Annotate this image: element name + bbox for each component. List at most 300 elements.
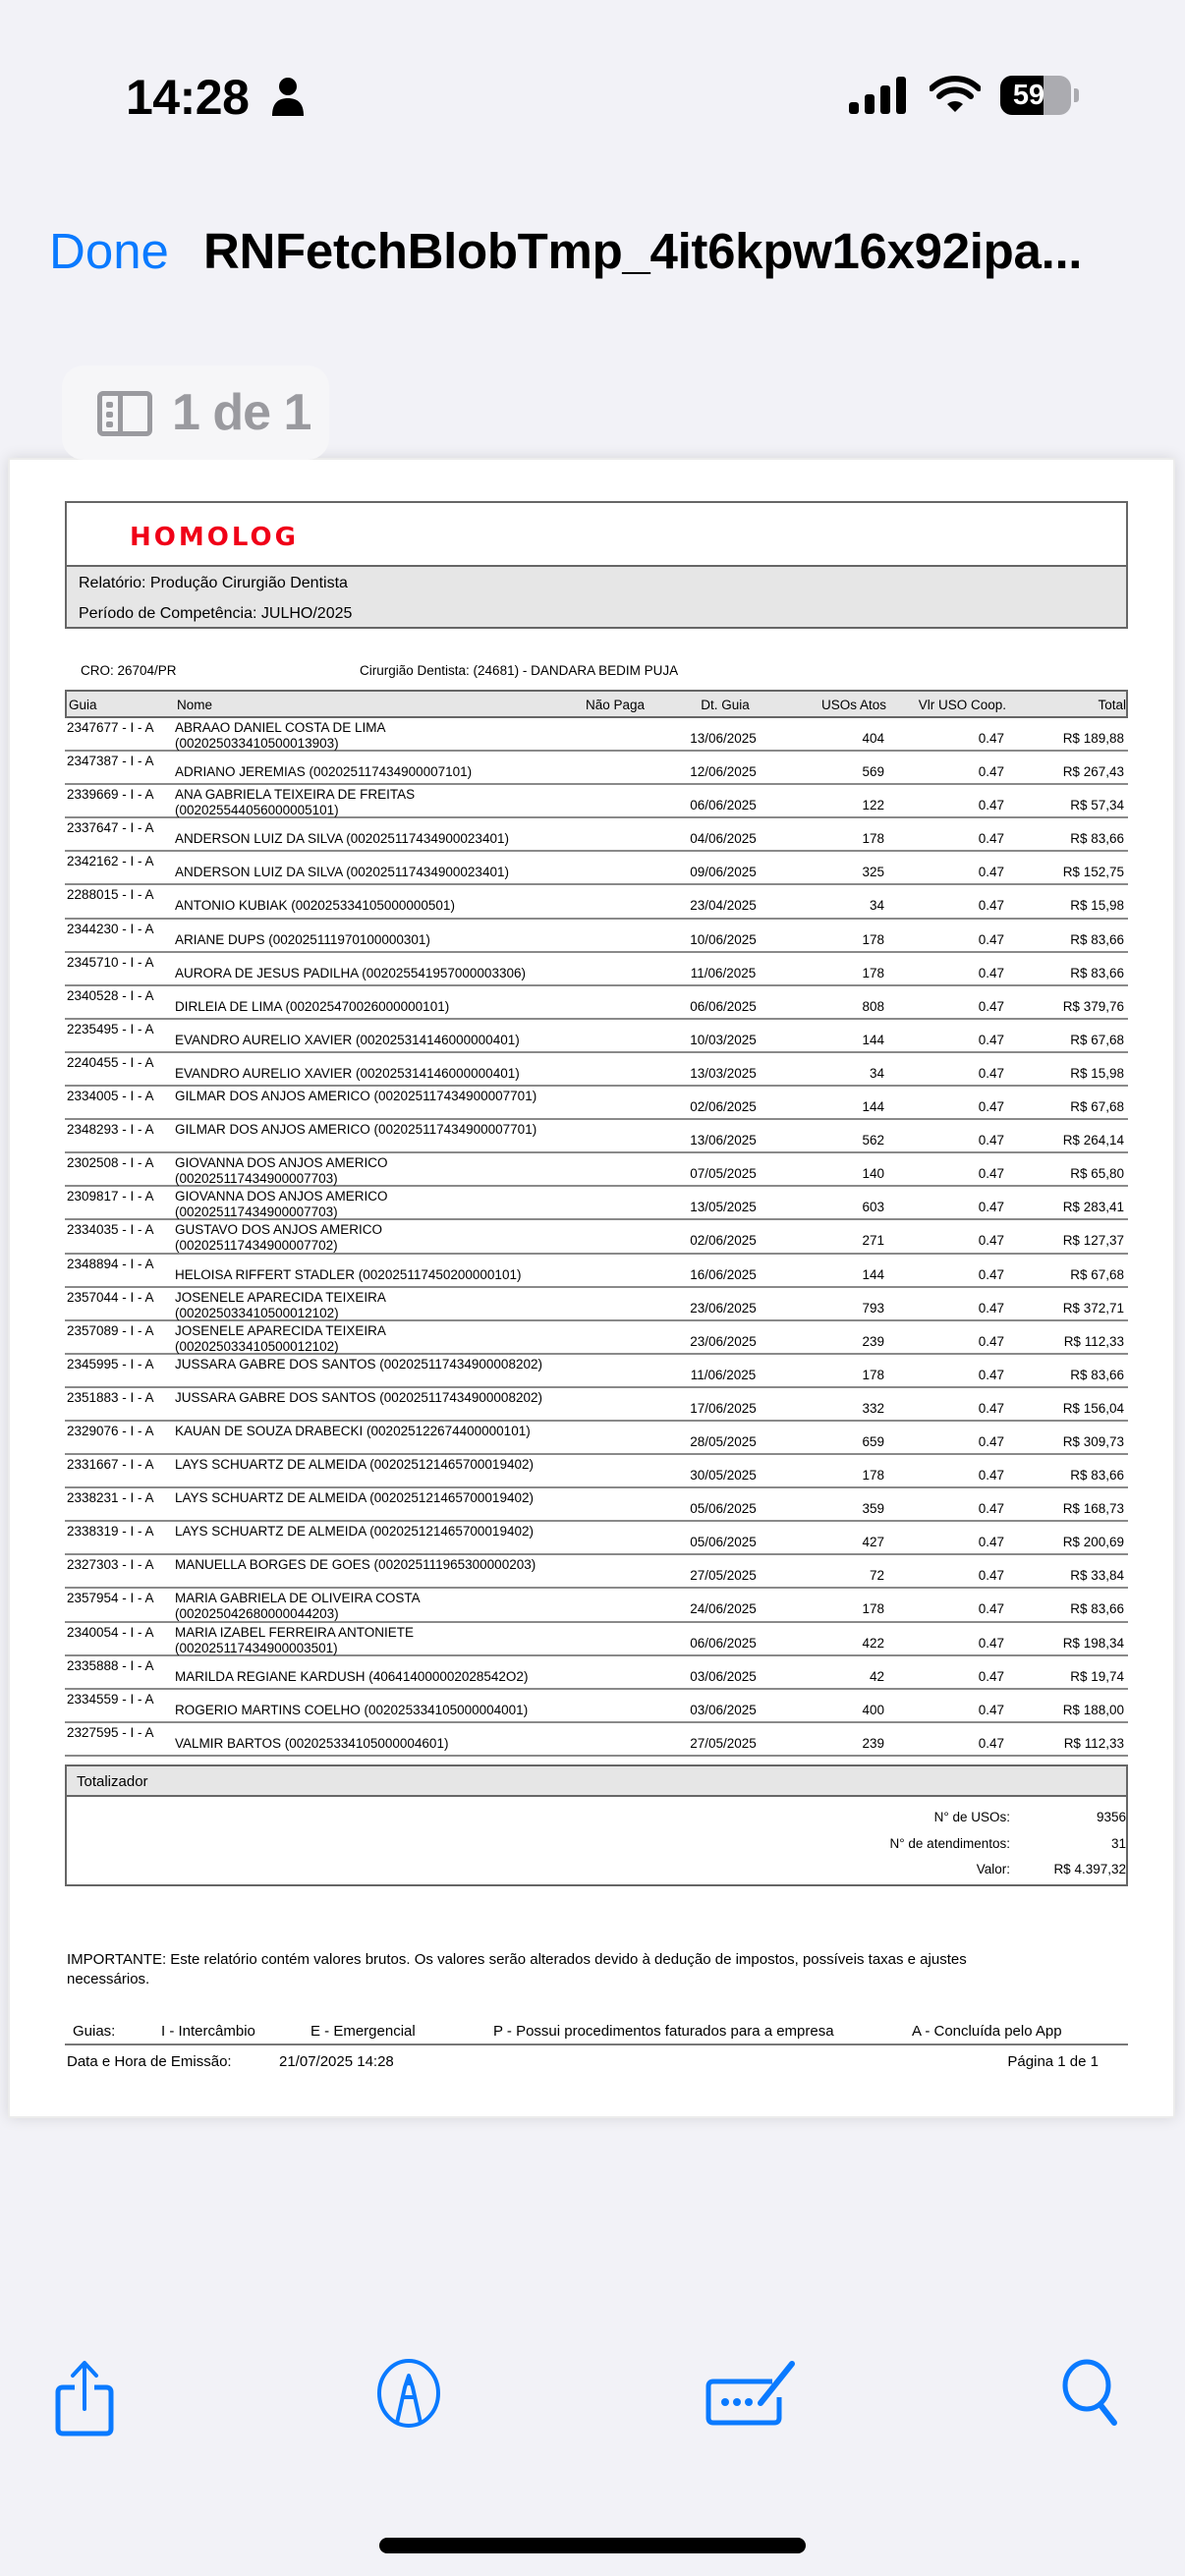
table-row: [65, 1690, 1128, 1723]
cell-dt-guia: 10/06/2025: [690, 931, 757, 947]
important-notice: IMPORTANTE: Este relatório contém valores brutos. Os valores serão alterados devido à dedução de impostos, possíveis taxas e ajustes necessários.: [67, 1951, 967, 1988]
cell-total: R$ 112,33: [1063, 1735, 1124, 1751]
report-header: [65, 501, 1128, 629]
cell-usos: 793: [862, 1300, 884, 1316]
cell-vlr: 0.47: [978, 1166, 1004, 1182]
cell-total: R$ 372,71: [1062, 1300, 1124, 1316]
cell-vlr: 0.47: [978, 1266, 1004, 1282]
cell-guia: 2357089 - I - A: [67, 1322, 154, 1338]
page-indicator[interactable]: [62, 365, 329, 460]
cell-nome-line1: GIOVANNA DOS ANJOS AMERICO: [175, 1155, 388, 1171]
markup-button[interactable]: [373, 2358, 444, 2432]
cell-dt-guia: 10/03/2025: [690, 1032, 757, 1047]
cell-nome: [175, 1323, 386, 1355]
atendimentos-label: N° de atendimentos:: [889, 1836, 1010, 1851]
cell-nome-line1: GILMAR DOS ANJOS AMERICO (002025117434900007701): [175, 1122, 537, 1138]
cell-total: R$ 200,69: [1062, 1535, 1124, 1550]
legend-guias: Guias:: [73, 2023, 116, 2040]
cell-guia: 2334035 - I - A: [67, 1222, 154, 1238]
table-row: [65, 1153, 1128, 1187]
cell-guia: 2302508 - I - A: [67, 1155, 154, 1171]
cell-dt-guia: 11/06/2025: [690, 965, 757, 980]
legend-app: A - Concluída pelo App: [912, 2023, 1062, 2040]
cell-vlr: 0.47: [978, 1535, 1004, 1550]
cell-nome-line1: ADRIANO JEREMIAS (002025117434900007101): [175, 764, 473, 780]
cell-vlr: 0.47: [978, 1468, 1004, 1484]
cell-usos: 562: [862, 1133, 884, 1148]
cell-nome-line1: GILMAR DOS ANJOS AMERICO (002025117434900007701): [175, 1089, 537, 1104]
cell-total: R$ 15,98: [1070, 898, 1124, 914]
table-row: [65, 1488, 1128, 1522]
cell-nome-line2: (002025117434900007703): [175, 1171, 338, 1187]
cell-guia: 2240455 - I - A: [67, 1054, 154, 1070]
cell-vlr: 0.47: [978, 1568, 1004, 1584]
cell-usos: 239: [862, 1735, 884, 1751]
search-icon: [1059, 2358, 1128, 2429]
cell-usos: 144: [862, 1266, 884, 1282]
cell-dt-guia: 27/05/2025: [690, 1735, 757, 1751]
document-title: RNFetchBlobTmp_4it6kpw16x92ipa...: [203, 223, 1083, 279]
table-row: [65, 1321, 1128, 1355]
cell-vlr: 0.47: [978, 1065, 1004, 1081]
cell-usos: 144: [862, 1099, 884, 1115]
cell-vlr: 0.47: [978, 1032, 1004, 1047]
cell-usos: 325: [862, 865, 884, 880]
usos-value: 9356: [1096, 1810, 1126, 1824]
legend-intercambio: I - Intercâmbio: [161, 2023, 255, 2040]
cell-nome: [175, 1089, 536, 1104]
cell-nome-line1: KAUAN DE SOUZA DRABECKI (002025122674400000101): [175, 1423, 531, 1438]
table-row: [65, 1355, 1128, 1388]
valor-value: R$ 4.397,32: [1053, 1862, 1126, 1876]
cell-guia: 2338231 - I - A: [67, 1490, 154, 1506]
cell-guia: 2357954 - I - A: [67, 1591, 154, 1606]
cell-dt-guia: 16/06/2025: [690, 1266, 757, 1282]
cell-vlr: 0.47: [978, 1233, 1004, 1249]
cell-usos: 34: [869, 1065, 884, 1081]
cell-dt-guia: 24/06/2025: [690, 1601, 757, 1617]
page-number: Página 1 de 1: [1007, 2053, 1099, 2070]
cell-usos: 178: [862, 1601, 884, 1617]
cell-usos: 404: [862, 731, 884, 746]
sidebar-icon: [97, 391, 152, 436]
share-icon: [53, 2358, 116, 2436]
cell-usos: 659: [862, 1433, 884, 1449]
totalizador: [65, 1764, 1128, 1886]
cell-nome-line1: JUSSARA GABRE DOS SANTOS (002025117434900008202): [175, 1389, 542, 1405]
table-row: [65, 1120, 1128, 1153]
emission-value: 21/07/2025 14:28: [279, 2053, 394, 2070]
status-bar: [0, 0, 1185, 147]
home-indicator[interactable]: [379, 2538, 806, 2553]
cell-total: R$ 112,33: [1063, 1333, 1124, 1349]
cell-dt-guia: 30/05/2025: [690, 1468, 757, 1484]
cell-nome-line1: JUSSARA GABRE DOS SANTOS (002025117434900008202): [175, 1356, 542, 1372]
cell-dt-guia: 23/06/2025: [690, 1333, 757, 1349]
cell-nome: [175, 898, 455, 914]
table-row: [65, 1723, 1128, 1757]
cell-total: R$ 19,74: [1070, 1668, 1124, 1684]
battery-cap: [1074, 88, 1079, 102]
table-row: [65, 785, 1128, 818]
cell-nome-line1: JOSENELE APARECIDA TEIXEIRA: [175, 1289, 386, 1305]
cell-nome-line1: ANA GABRIELA TEIXEIRA DE FREITAS: [175, 787, 416, 803]
cell-nome: [175, 1267, 521, 1283]
cell-nome-line1: JOSENELE APARECIDA TEIXEIRA: [175, 1322, 386, 1338]
cell-vlr: 0.47: [978, 998, 1004, 1014]
cell-usos: 122: [862, 798, 884, 813]
cell-usos: 42: [869, 1668, 884, 1684]
done-button[interactable]: Done: [49, 223, 169, 279]
cell-nome: [175, 1625, 414, 1656]
cell-guia: 2351883 - I - A: [67, 1389, 154, 1405]
dentist-name: Cirurgião Dentista: (24681) - DANDARA BEDIM PUJA: [360, 663, 679, 678]
cell-dt-guia: 12/06/2025: [690, 764, 757, 780]
cell-total: R$ 198,34: [1062, 1635, 1124, 1651]
cell-guia: 2348894 - I - A: [67, 1256, 154, 1271]
cell-vlr: 0.47: [978, 965, 1004, 980]
cell-usos: 400: [862, 1702, 884, 1717]
cell-nome-line1: VALMIR BARTOS (002025334105000004601): [175, 1735, 449, 1751]
cell-guia: 2327303 - I - A: [67, 1557, 154, 1573]
col-dt-guia: Dt. Guia: [701, 698, 750, 712]
table-row: [65, 1255, 1128, 1288]
cell-vlr: 0.47: [978, 1601, 1004, 1617]
cell-total: R$ 67,68: [1070, 1266, 1124, 1282]
cell-nome: [175, 932, 430, 948]
cell-total: R$ 267,43: [1062, 764, 1124, 780]
table-row: [65, 818, 1128, 852]
cell-usos: 178: [862, 1367, 884, 1382]
cell-dt-guia: 09/06/2025: [690, 865, 757, 880]
cellular-signal-icon: [849, 77, 906, 114]
cell-guia: 2329076 - I - A: [67, 1423, 154, 1438]
cell-guia: 2340054 - I - A: [67, 1624, 154, 1640]
cell-nome: [175, 1591, 421, 1622]
table-row: [65, 1388, 1128, 1422]
cell-guia: 2339669 - I - A: [67, 787, 154, 803]
cell-vlr: 0.47: [978, 1133, 1004, 1148]
cell-vlr: 0.47: [978, 1400, 1004, 1416]
cell-nome-line1: LAYS SCHUARTZ DE ALMEIDA (002025121465700019402): [175, 1490, 534, 1506]
cell-guia: 2345995 - I - A: [67, 1356, 154, 1372]
cell-total: R$ 156,04: [1062, 1400, 1124, 1416]
cell-vlr: 0.47: [978, 931, 1004, 947]
col-guia: Guia: [69, 698, 97, 712]
report-name: Relatório: Produção Cirurgião Dentista: [79, 575, 348, 591]
cell-nome-line2: (002025117434900007703): [175, 1204, 338, 1220]
cell-nome: [175, 1524, 534, 1540]
cell-vlr: 0.47: [978, 831, 1004, 847]
cell-nome-line2: (002025117434900007702): [175, 1238, 338, 1254]
cell-dt-guia: 27/05/2025: [690, 1568, 757, 1584]
cell-nome: [175, 1357, 542, 1372]
cell-vlr: 0.47: [978, 1300, 1004, 1316]
cell-dt-guia: 13/05/2025: [690, 1200, 757, 1215]
cell-usos: 178: [862, 931, 884, 947]
cell-vlr: 0.47: [978, 1333, 1004, 1349]
cell-dt-guia: 05/06/2025: [690, 1501, 757, 1517]
nav-bar: [0, 216, 1185, 285]
cell-nome: [175, 1557, 536, 1573]
cell-nome-line1: MARILDA REGIANE KARDUSH (406414000002028542O2): [175, 1668, 529, 1684]
cell-dt-guia: 23/04/2025: [690, 898, 757, 914]
cell-guia: 2340528 - I - A: [67, 987, 154, 1003]
cell-total: R$ 127,37: [1062, 1233, 1124, 1249]
cell-total: R$ 33,84: [1070, 1568, 1124, 1584]
table-row: [65, 1087, 1128, 1120]
cell-nome-line1: MARIA IZABEL FERREIRA ANTONIETE: [175, 1624, 415, 1640]
table-row: [65, 1555, 1128, 1589]
cell-usos: 178: [862, 1468, 884, 1484]
cell-dt-guia: 06/06/2025: [690, 798, 757, 813]
table-row: [65, 1220, 1128, 1254]
table-row: [65, 920, 1128, 953]
cell-nome-line1: MARIA GABRIELA DE OLIVEIRA COSTA: [175, 1591, 421, 1606]
cell-nome-line1: MANUELLA BORGES DE GOES (002025111965300000203): [175, 1557, 536, 1573]
cell-guia: 2335888 - I - A: [67, 1657, 154, 1673]
person-icon: [271, 77, 305, 116]
cell-total: R$ 57,34: [1070, 798, 1124, 813]
cell-dt-guia: 04/06/2025: [690, 831, 757, 847]
cell-guia: 2347387 - I - A: [67, 754, 154, 769]
cell-dt-guia: 02/06/2025: [690, 1233, 757, 1249]
legend-procedimentos: P - Possui procedimentos faturados para a empresa: [493, 2023, 834, 2040]
cell-nome-line2: (002025042680000044203): [175, 1606, 339, 1622]
cell-dt-guia: 11/06/2025: [690, 1367, 757, 1382]
search-button[interactable]: [1059, 2358, 1128, 2432]
cell-nome-line2: (002025117434900003501): [175, 1640, 338, 1655]
wifi-icon: [930, 75, 981, 114]
cell-nome-line1: GUSTAVO DOS ANJOS AMERICO: [175, 1222, 383, 1238]
table-row: [65, 852, 1128, 885]
col-nao-paga: Não Paga: [585, 698, 645, 712]
cell-nome: [175, 1703, 528, 1718]
cell-nome-line1: HELOISA RIFFERT STADLER (002025117450200000101): [175, 1266, 522, 1282]
cell-dt-guia: 06/06/2025: [690, 998, 757, 1014]
cell-usos: 239: [862, 1333, 884, 1349]
usos-label: N° de USOs:: [933, 1810, 1010, 1824]
cell-vlr: 0.47: [978, 1501, 1004, 1517]
table-row: [65, 1656, 1128, 1690]
table-row: [65, 1288, 1128, 1321]
table-body: [65, 718, 1128, 1757]
cell-nome-line1: ABRAAO DANIEL COSTA DE LIMA: [175, 720, 386, 735]
table-row: [65, 752, 1128, 785]
table-row: [65, 1422, 1128, 1455]
cell-nome: [175, 1122, 536, 1138]
cell-usos: 72: [869, 1568, 884, 1584]
atendimentos-value: 31: [1110, 1836, 1126, 1851]
cell-total: R$ 83,66: [1070, 1367, 1124, 1382]
cell-nome: [175, 999, 449, 1015]
table-row: [65, 1020, 1128, 1053]
cell-usos: 34: [869, 898, 884, 914]
cell-nome-line1: EVANDRO AURELIO XAVIER (002025314146000000401): [175, 1032, 520, 1047]
cell-nome-line2: (002025033410500012102): [175, 1305, 339, 1320]
cell-nome-line1: ARIANE DUPS (002025111970100000301): [175, 931, 430, 947]
cell-usos: 178: [862, 965, 884, 980]
cell-vlr: 0.47: [978, 1433, 1004, 1449]
cell-nome-line1: DIRLEIA DE LIMA (002025470026000000101): [175, 998, 450, 1014]
cell-usos: 422: [862, 1635, 884, 1651]
table-row: [65, 885, 1128, 919]
cell-nome: [175, 764, 472, 780]
cell-dt-guia: 06/06/2025: [690, 1635, 757, 1651]
cell-dt-guia: 05/06/2025: [690, 1535, 757, 1550]
table-row: [65, 1053, 1128, 1087]
cell-nome: [175, 1424, 531, 1439]
cell-guia: 2334559 - I - A: [67, 1691, 154, 1707]
cell-vlr: 0.47: [978, 798, 1004, 813]
page-count: 1 de 1: [172, 384, 311, 441]
cell-vlr: 0.47: [978, 1099, 1004, 1115]
cell-guia: 2357044 - I - A: [67, 1289, 154, 1305]
cell-usos: 140: [862, 1166, 884, 1182]
cell-total: R$ 168,73: [1062, 1501, 1124, 1517]
cell-nome: [175, 1457, 534, 1473]
cell-guia: 2342162 - I - A: [67, 854, 154, 869]
cell-nome-line2: (002025033410500013903): [175, 736, 339, 751]
report-info: [67, 565, 1126, 627]
cell-guia: 2347677 - I - A: [67, 720, 154, 735]
cell-total: R$ 83,66: [1070, 931, 1124, 947]
cell-usos: 178: [862, 831, 884, 847]
cell-guia: 2334005 - I - A: [67, 1089, 154, 1104]
cro-number: CRO: 26704/PR: [81, 663, 177, 678]
cell-dt-guia: 13/03/2025: [690, 1065, 757, 1081]
cell-vlr: 0.47: [978, 731, 1004, 746]
signature-button[interactable]: [704, 2358, 806, 2432]
cell-total: R$ 83,66: [1070, 965, 1124, 980]
table-row: [65, 1623, 1128, 1656]
cell-guia: 2288015 - I - A: [67, 887, 154, 903]
col-vlr-uso: Vlr USO Coop.: [918, 698, 1006, 712]
table-row: [65, 1187, 1128, 1220]
cell-nome: [175, 1736, 448, 1752]
col-usos-atos: USOs Atos: [820, 698, 886, 712]
cell-nome: [175, 1066, 520, 1082]
table-row: [65, 1589, 1128, 1622]
cell-total: R$ 67,68: [1070, 1099, 1124, 1115]
cell-total: R$ 15,98: [1070, 1065, 1124, 1081]
table-row: [65, 1455, 1128, 1488]
cell-guia: 2338319 - I - A: [67, 1524, 154, 1540]
cell-usos: 359: [862, 1501, 884, 1517]
share-button[interactable]: [53, 2358, 116, 2439]
cell-total: R$ 283,41: [1062, 1200, 1124, 1215]
cell-usos: 427: [862, 1535, 884, 1550]
cell-usos: 808: [862, 998, 884, 1014]
emission-label: Data e Hora de Emissão:: [67, 2053, 232, 2070]
table-row: [65, 718, 1128, 752]
valor-label: Valor:: [976, 1862, 1010, 1876]
bottom-toolbar: [0, 2358, 1185, 2466]
cell-dt-guia: 13/06/2025: [690, 731, 757, 746]
cell-total: R$ 83,66: [1070, 1468, 1124, 1484]
cell-nome-line2: (002025033410500012102): [175, 1338, 339, 1354]
cell-vlr: 0.47: [978, 1702, 1004, 1717]
cell-vlr: 0.47: [978, 1635, 1004, 1651]
cell-nome-line1: ANDERSON LUIZ DA SILVA (002025117434900023401): [175, 831, 509, 847]
cell-dt-guia: 07/05/2025: [690, 1166, 757, 1182]
cell-nome-line1: LAYS SCHUARTZ DE ALMEIDA (002025121465700019402): [175, 1457, 534, 1473]
cell-vlr: 0.47: [978, 1367, 1004, 1382]
cell-nome-line2: (002025544056000005101): [175, 803, 339, 818]
cell-vlr: 0.47: [978, 865, 1004, 880]
cell-guia: 2348293 - I - A: [67, 1122, 154, 1138]
cell-dt-guia: 17/06/2025: [690, 1400, 757, 1416]
cell-nome-line1: EVANDRO AURELIO XAVIER (002025314146000000401): [175, 1065, 520, 1081]
table-row: [65, 986, 1128, 1020]
cell-nome-line1: ROGERIO MARTINS COELHO (002025334105000004001): [175, 1702, 529, 1717]
cell-guia: 2331667 - I - A: [67, 1457, 154, 1473]
cell-nome-line1: AURORA DE JESUS PADILHA (002025541957000003306): [175, 965, 526, 980]
table-row: [65, 1522, 1128, 1555]
cell-vlr: 0.47: [978, 1668, 1004, 1684]
cell-total: R$ 83,66: [1070, 1601, 1124, 1617]
guias-legend: [65, 2016, 1128, 2045]
cell-guia: 2345710 - I - A: [67, 954, 154, 970]
cell-nome: [175, 1033, 520, 1048]
table-header: [65, 690, 1128, 718]
table-row: [65, 953, 1128, 986]
cell-guia: 2344230 - I - A: [67, 921, 154, 936]
cell-total: R$ 65,80: [1070, 1166, 1124, 1182]
cell-nome: [175, 1189, 388, 1220]
cell-nome: [175, 1390, 542, 1406]
cell-usos: 603: [862, 1200, 884, 1215]
cell-guia: 2327595 - I - A: [67, 1724, 154, 1740]
cell-nome-line1: ANDERSON LUIZ DA SILVA (002025117434900023401): [175, 865, 509, 880]
pdf-page[interactable]: [8, 458, 1175, 2118]
cell-vlr: 0.47: [978, 1735, 1004, 1751]
cell-dt-guia: 23/06/2025: [690, 1300, 757, 1316]
cell-total: R$ 67,68: [1070, 1032, 1124, 1047]
cell-usos: 144: [862, 1032, 884, 1047]
cell-total: R$ 379,76: [1062, 998, 1124, 1014]
signature-icon: [704, 2358, 806, 2429]
cell-nome: [175, 831, 509, 847]
cell-total: R$ 188,00: [1062, 1702, 1124, 1717]
cell-nome: [175, 1290, 386, 1321]
cell-dt-guia: 03/06/2025: [690, 1702, 757, 1717]
cell-guia: 2309817 - I - A: [67, 1189, 154, 1204]
cell-usos: 332: [862, 1400, 884, 1416]
cell-nome: [175, 966, 526, 981]
cell-guia: 2337647 - I - A: [67, 820, 154, 836]
cell-nome-line1: GIOVANNA DOS ANJOS AMERICO: [175, 1189, 388, 1204]
cell-total: R$ 189,88: [1062, 731, 1124, 746]
battery-icon: 59: [1000, 76, 1071, 115]
cell-dt-guia: 03/06/2025: [690, 1668, 757, 1684]
col-nome: Nome: [177, 698, 213, 712]
col-total: Total: [1098, 698, 1126, 712]
cell-usos: 271: [862, 1233, 884, 1249]
totalizador-title: Totalizador: [67, 1766, 1126, 1797]
cell-nome: [175, 865, 509, 880]
legend-emergencial: E - Emergencial: [310, 2023, 416, 2040]
homolog-logo: HOMOLOG: [130, 523, 299, 552]
cell-guia: 2235495 - I - A: [67, 1021, 154, 1036]
cell-nome-line1: LAYS SCHUARTZ DE ALMEIDA (002025121465700019402): [175, 1524, 534, 1540]
status-time: 14:28: [126, 70, 250, 125]
cell-vlr: 0.47: [978, 764, 1004, 780]
cell-nome: [175, 1222, 382, 1254]
markup-icon: [373, 2358, 444, 2429]
cell-nome: [175, 787, 415, 818]
cell-dt-guia: 13/06/2025: [690, 1133, 757, 1148]
